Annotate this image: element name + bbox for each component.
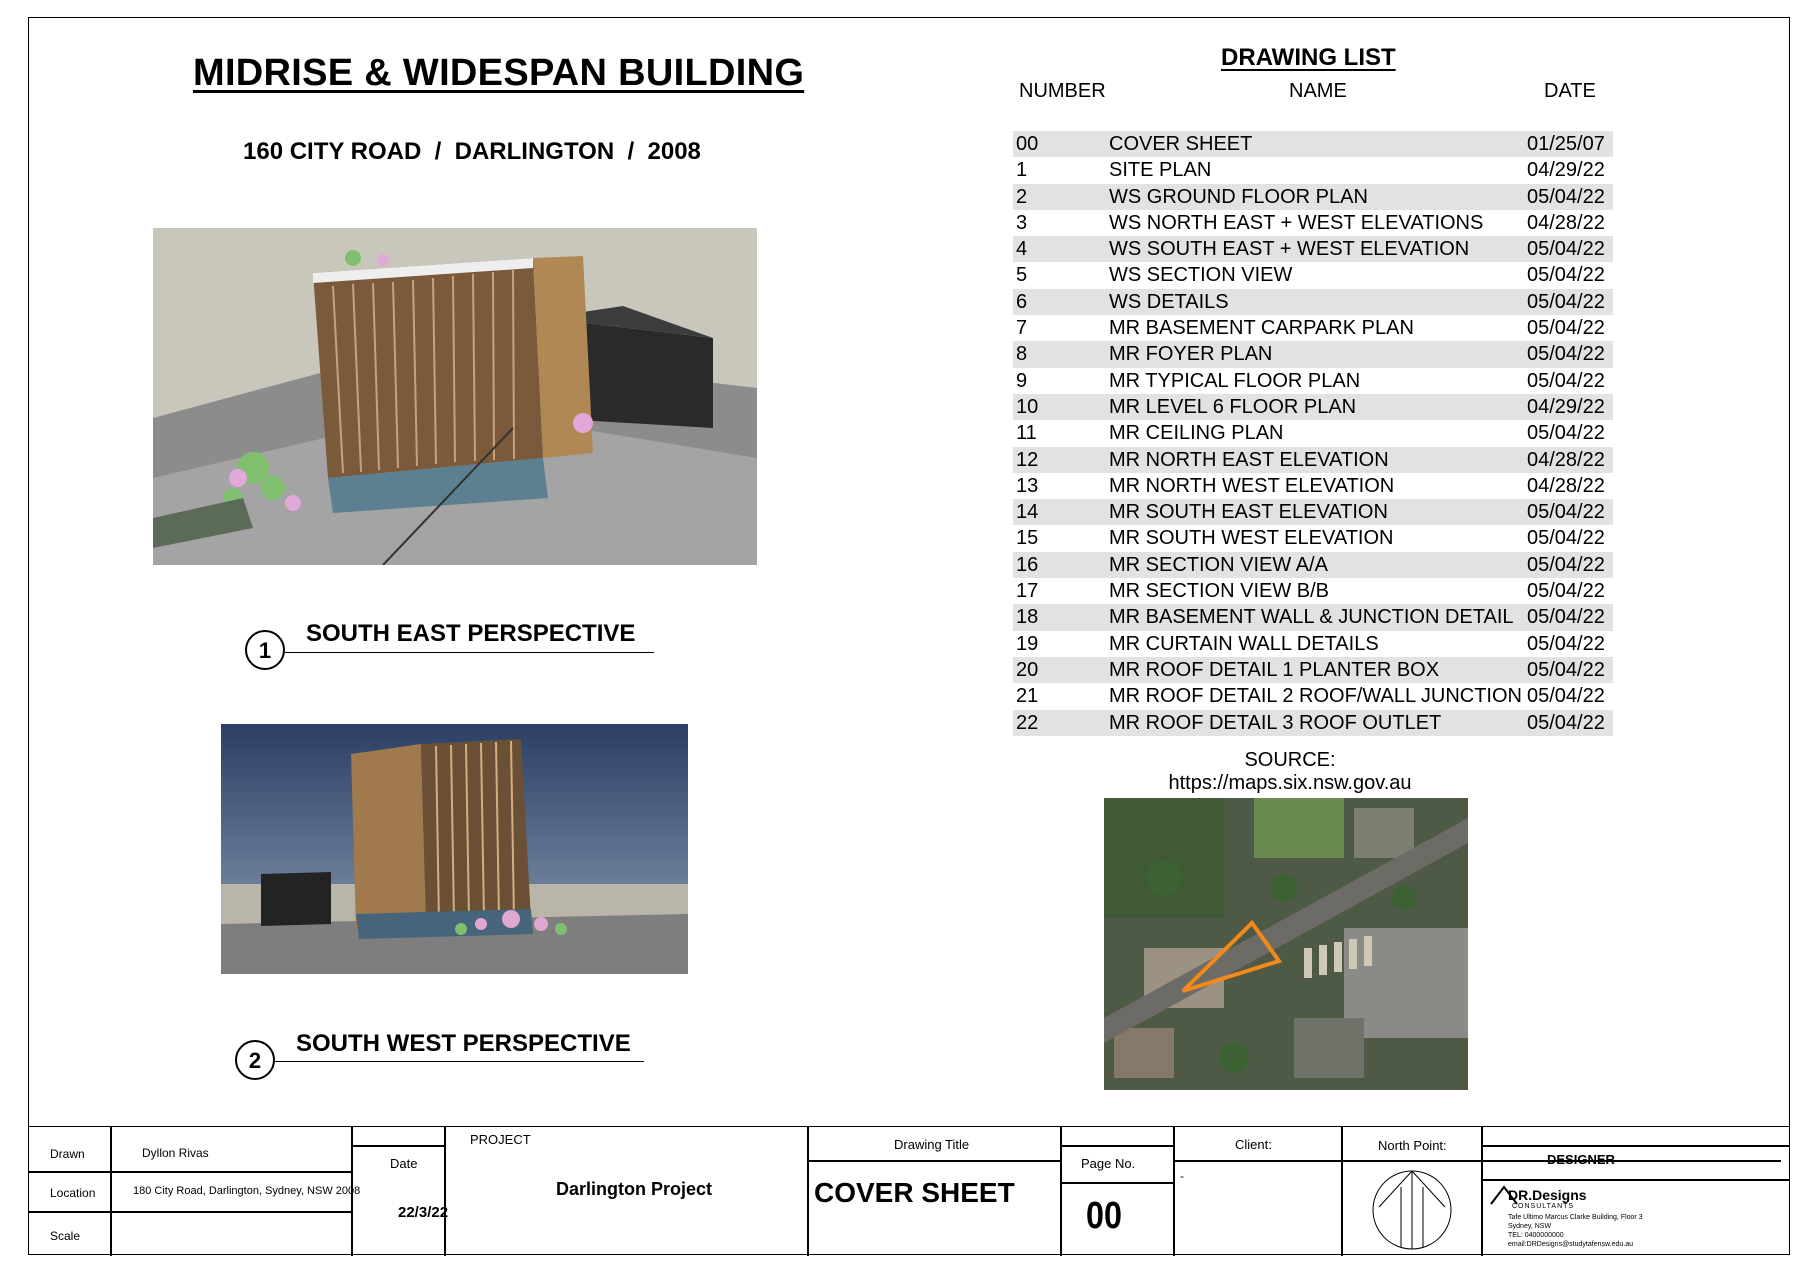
drawing-number: 15 bbox=[1016, 527, 1039, 550]
designer-address-line2: Sydney, NSW bbox=[1508, 1223, 1552, 1230]
aerial-site-map bbox=[1104, 798, 1468, 1090]
drawing-name: WS DETAILS bbox=[1109, 290, 1229, 313]
drawing-number: 4 bbox=[1016, 238, 1028, 261]
drawing-list-row bbox=[1013, 552, 1613, 578]
drawing-date: 05/04/22 bbox=[1527, 632, 1605, 655]
drawing-date: 05/04/22 bbox=[1527, 553, 1605, 576]
drawing-list-row bbox=[1013, 157, 1613, 183]
client-label: Client: bbox=[1235, 1137, 1272, 1152]
map-source bbox=[1120, 749, 1460, 795]
drawing-name: MR SOUTH EAST ELEVATION bbox=[1109, 501, 1388, 524]
drawing-date: 05/04/22 bbox=[1527, 580, 1605, 603]
drawing-date: 04/29/22 bbox=[1527, 159, 1605, 182]
designer-address-line1: Tafe Ultimo Marcus Clarke Building, Floor 3 bbox=[1508, 1214, 1643, 1221]
drawing-number: 18 bbox=[1016, 606, 1039, 629]
drawing-list-title: DRAWING LIST bbox=[1221, 44, 1396, 71]
column-header-name: NAME bbox=[1289, 80, 1347, 102]
view-title-south-east: SOUTH EAST PERSPECTIVE bbox=[306, 620, 636, 647]
drawing-list-row bbox=[1013, 525, 1613, 551]
column-header-date: DATE bbox=[1544, 80, 1596, 102]
drawing-list-row bbox=[1013, 447, 1613, 473]
drawing-number: 19 bbox=[1016, 632, 1039, 655]
drawing-name: MR SOUTH WEST ELEVATION bbox=[1109, 527, 1394, 550]
south-east-perspective-render bbox=[153, 228, 757, 565]
drawing-date: 04/28/22 bbox=[1527, 448, 1605, 471]
drawing-date: 05/04/22 bbox=[1527, 238, 1605, 261]
project-label: PROJECT bbox=[470, 1132, 531, 1147]
drawing-list-row bbox=[1013, 315, 1613, 341]
drawing-date: 05/04/22 bbox=[1527, 501, 1605, 524]
drawing-date: 04/29/22 bbox=[1527, 395, 1605, 418]
drawing-name: COVER SHEET bbox=[1109, 133, 1253, 155]
drawing-name: MR TYPICAL FLOOR PLAN bbox=[1109, 369, 1361, 392]
view-number-1: 1 bbox=[245, 630, 285, 670]
drawing-list-row bbox=[1013, 631, 1613, 657]
designer-phone: TEL: 0400000000 bbox=[1508, 1232, 1564, 1239]
drawing-number: 16 bbox=[1016, 553, 1039, 576]
drawing-name: MR SECTION VIEW A/A bbox=[1109, 553, 1328, 576]
page-number-value: 00 bbox=[1086, 1195, 1122, 1237]
drawing-list-table bbox=[1013, 131, 1613, 736]
south-west-perspective-render bbox=[221, 724, 688, 974]
drawing-name: WS SECTION VIEW bbox=[1109, 264, 1293, 287]
drawing-date: 05/04/22 bbox=[1527, 685, 1605, 708]
drawing-number: 14 bbox=[1016, 501, 1039, 524]
drawing-number: 8 bbox=[1016, 343, 1028, 366]
project-address: 160 CITY ROAD / DARLINGTON / 2008 bbox=[243, 138, 701, 165]
drawing-list-row bbox=[1013, 236, 1613, 262]
map-source-url[interactable]: https://maps.six.nsw.gov.au bbox=[1168, 772, 1412, 794]
designer-subtitle: CONSULTANTS bbox=[1512, 1203, 1575, 1210]
drawing-list-row bbox=[1013, 710, 1613, 736]
drawing-date: 05/04/22 bbox=[1527, 264, 1605, 287]
drawing-name: MR CEILING PLAN bbox=[1109, 422, 1284, 445]
drawing-number: 20 bbox=[1016, 658, 1039, 681]
north-arrow-icon bbox=[1371, 1169, 1453, 1251]
drawing-name: MR LEVEL 6 FLOOR PLAN bbox=[1109, 395, 1357, 418]
drawing-name: MR BASEMENT WALL & JUNCTION DETAIL bbox=[1109, 606, 1514, 629]
drawing-list-row bbox=[1013, 289, 1613, 315]
drawing-date: 05/04/22 bbox=[1527, 290, 1605, 313]
drawing-date: 05/04/22 bbox=[1527, 185, 1605, 208]
client-value: - bbox=[1180, 1169, 1184, 1183]
drawing-list-row bbox=[1013, 420, 1613, 446]
drawing-date: 05/04/22 bbox=[1527, 317, 1605, 340]
drawing-list-row bbox=[1013, 657, 1613, 683]
drawing-name: MR NORTH EAST ELEVATION bbox=[1109, 448, 1389, 471]
drawn-label: Drawn bbox=[50, 1147, 85, 1161]
location-value: 180 City Road, Darlington, Sydney, NSW 2008 bbox=[133, 1185, 361, 1197]
drawing-date: 01/25/07 bbox=[1527, 133, 1605, 155]
drawing-title-label: Drawing Title bbox=[894, 1137, 970, 1152]
drawing-name: MR FOYER PLAN bbox=[1109, 343, 1273, 366]
drawing-list-row bbox=[1013, 473, 1613, 499]
drawing-number: 00 bbox=[1016, 133, 1039, 155]
drawing-number: 5 bbox=[1016, 264, 1028, 287]
drawing-number: 9 bbox=[1016, 369, 1028, 392]
drawing-number: 22 bbox=[1016, 711, 1039, 734]
drawing-list-row bbox=[1013, 578, 1613, 604]
drawing-number: 1 bbox=[1016, 159, 1028, 182]
drawing-number: 6 bbox=[1016, 290, 1028, 313]
drawing-date: 05/04/22 bbox=[1527, 369, 1605, 392]
drawing-date: 05/04/22 bbox=[1527, 343, 1605, 366]
north-point-label: North Point: bbox=[1378, 1138, 1447, 1153]
drawing-name: MR NORTH WEST ELEVATION bbox=[1109, 474, 1395, 497]
drawing-date: 04/28/22 bbox=[1527, 211, 1605, 234]
page-number-label: Page No. bbox=[1081, 1156, 1136, 1171]
drawing-name: MR SECTION VIEW B/B bbox=[1109, 580, 1330, 603]
drawn-value: Dyllon Rivas bbox=[142, 1146, 209, 1160]
drawing-list-row bbox=[1013, 341, 1613, 367]
drawing-number: 11 bbox=[1016, 422, 1037, 445]
column-header-number: NUMBER bbox=[1019, 80, 1106, 102]
drawing-date: 05/04/22 bbox=[1527, 711, 1605, 734]
drawing-list-row bbox=[1013, 210, 1613, 236]
scale-label: Scale bbox=[50, 1229, 81, 1243]
map-source-label: SOURCE: bbox=[1244, 749, 1336, 771]
drawing-list-row bbox=[1013, 184, 1613, 210]
drawing-name: MR BASEMENT CARPARK PLAN bbox=[1109, 317, 1414, 340]
drawing-list-row bbox=[1013, 683, 1613, 709]
drawing-name: WS GROUND FLOOR PLAN bbox=[1109, 185, 1368, 208]
drawing-name: MR ROOF DETAIL 2 ROOF/WALL JUNCTION bbox=[1109, 685, 1522, 708]
drawing-number: 17 bbox=[1016, 580, 1039, 603]
drawing-name: MR CURTAIN WALL DETAILS bbox=[1109, 632, 1379, 655]
drawing-list-row bbox=[1013, 604, 1613, 630]
drawing-date: 05/04/22 bbox=[1527, 422, 1605, 445]
drawing-title-value: COVER SHEET bbox=[814, 1177, 1015, 1208]
drawing-number: 13 bbox=[1016, 474, 1039, 497]
drawing-list-row bbox=[1013, 262, 1613, 288]
drawing-list-row bbox=[1013, 499, 1613, 525]
drawing-name: MR ROOF DETAIL 3 ROOF OUTLET bbox=[1109, 711, 1442, 734]
drawing-number: 2 bbox=[1016, 185, 1028, 208]
page-title: MIDRISE & WIDESPAN BUILDING bbox=[193, 52, 805, 94]
drawing-list-row bbox=[1013, 394, 1613, 420]
location-label: Location bbox=[50, 1186, 96, 1200]
designer-label: DESIGNER bbox=[1547, 1152, 1615, 1167]
title-block bbox=[28, 1126, 1790, 1256]
drawing-number: 21 bbox=[1016, 685, 1039, 708]
designer-email: email:DRDesigns@studytafensw.edu.au bbox=[1508, 1241, 1634, 1248]
drawing-date: 05/04/22 bbox=[1527, 606, 1605, 629]
drawing-name: MR ROOF DETAIL 1 PLANTER BOX bbox=[1109, 658, 1440, 681]
drawing-number: 10 bbox=[1016, 395, 1039, 418]
drawing-name: WS SOUTH EAST + WEST ELEVATION bbox=[1109, 238, 1470, 261]
drawing-number: 7 bbox=[1016, 317, 1028, 340]
view-number-2: 2 bbox=[235, 1040, 275, 1080]
view-title-underline bbox=[275, 1061, 644, 1062]
drawing-date: 05/04/22 bbox=[1527, 527, 1605, 550]
drawing-name: WS NORTH EAST + WEST ELEVATIONS bbox=[1109, 211, 1484, 234]
date-value: 22/3/22 bbox=[398, 1204, 449, 1221]
drawing-list-row bbox=[1013, 131, 1613, 157]
drawing-list-row bbox=[1013, 368, 1613, 394]
project-value: Darlington Project bbox=[556, 1179, 713, 1199]
drawing-name: SITE PLAN bbox=[1109, 159, 1212, 182]
designer-brand: DR.Designs bbox=[1508, 1187, 1587, 1203]
drawing-date: 04/28/22 bbox=[1527, 474, 1605, 497]
view-title-south-west: SOUTH WEST PERSPECTIVE bbox=[296, 1030, 631, 1057]
drawing-number: 3 bbox=[1016, 211, 1028, 234]
date-label: Date bbox=[390, 1156, 418, 1171]
drawing-number: 12 bbox=[1016, 448, 1039, 471]
drawing-date: 05/04/22 bbox=[1527, 658, 1605, 681]
view-title-underline bbox=[285, 652, 654, 653]
